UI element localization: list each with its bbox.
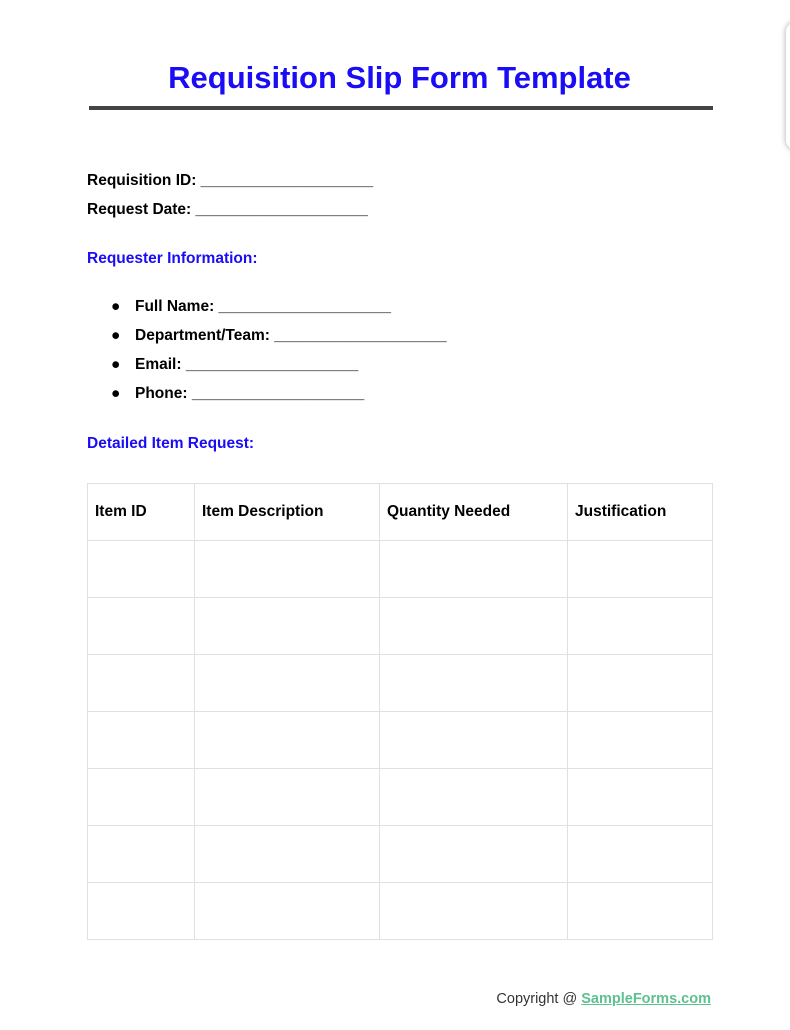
table-cell[interactable]: [380, 655, 568, 712]
full-name-field: Full Name: ____________________: [135, 298, 391, 315]
requester-info-list: [87, 297, 447, 413]
col-item-description: Item Description: [195, 484, 380, 541]
table-cell[interactable]: [568, 883, 713, 940]
table-cell[interactable]: [88, 712, 195, 769]
phone-field: Phone: ____________________: [135, 385, 365, 402]
col-quantity-needed: Quantity Needed: [380, 484, 568, 541]
table-cell[interactable]: [195, 712, 380, 769]
bullet-icon: ●: [111, 385, 121, 402]
department-field: Department/Team: ____________________: [135, 327, 447, 344]
table-cell[interactable]: [88, 655, 195, 712]
table-cell[interactable]: [568, 769, 713, 826]
list-item: [111, 297, 447, 326]
item-request-table: [87, 483, 713, 940]
page-title: Requisition Slip Form Template: [168, 60, 631, 95]
side-panel-edge: [786, 22, 790, 150]
requester-info-heading: Requester Information:: [87, 250, 258, 267]
copyright-text: Copyright @: [496, 991, 582, 1007]
list-item: [111, 384, 447, 413]
table-header-row: [88, 484, 713, 541]
table-cell[interactable]: [380, 712, 568, 769]
title-divider: [89, 106, 713, 110]
list-item: [111, 326, 447, 355]
table-cell[interactable]: [195, 541, 380, 598]
table-row: [88, 655, 713, 712]
table-row: [88, 712, 713, 769]
table-cell[interactable]: [380, 769, 568, 826]
table-cell[interactable]: [380, 883, 568, 940]
table-row: [88, 598, 713, 655]
table-cell[interactable]: [88, 541, 195, 598]
table-row: [88, 826, 713, 883]
table-cell[interactable]: [380, 826, 568, 883]
table-cell[interactable]: [568, 598, 713, 655]
table-cell[interactable]: [195, 826, 380, 883]
bullet-icon: ●: [111, 356, 121, 373]
table-cell[interactable]: [195, 769, 380, 826]
table-cell[interactable]: [88, 826, 195, 883]
table-cell[interactable]: [88, 769, 195, 826]
table-row: [88, 769, 713, 826]
list-item: [111, 355, 447, 384]
table-row: [88, 541, 713, 598]
bullet-icon: ●: [111, 327, 121, 344]
table-cell[interactable]: [568, 655, 713, 712]
table-cell[interactable]: [195, 655, 380, 712]
table-cell[interactable]: [88, 598, 195, 655]
table-cell[interactable]: [195, 883, 380, 940]
table-cell[interactable]: [568, 541, 713, 598]
bullet-icon: ●: [111, 298, 121, 315]
footer: [496, 991, 711, 1007]
table-cell[interactable]: [195, 598, 380, 655]
table-cell[interactable]: [380, 598, 568, 655]
col-justification: Justification: [568, 484, 713, 541]
table-cell[interactable]: [380, 541, 568, 598]
table-cell[interactable]: [568, 712, 713, 769]
email-field: Email: ____________________: [135, 356, 359, 373]
sampleforms-link[interactable]: SampleForms.com: [581, 991, 711, 1007]
item-request-heading: Detailed Item Request:: [87, 435, 255, 452]
requisition-id-field: Requisition ID: ____________________: [87, 172, 374, 189]
table-cell[interactable]: [88, 883, 195, 940]
col-item-id: Item ID: [88, 484, 195, 541]
request-date-field: Request Date: ____________________: [87, 201, 368, 218]
table-row: [88, 883, 713, 940]
table-cell[interactable]: [568, 826, 713, 883]
